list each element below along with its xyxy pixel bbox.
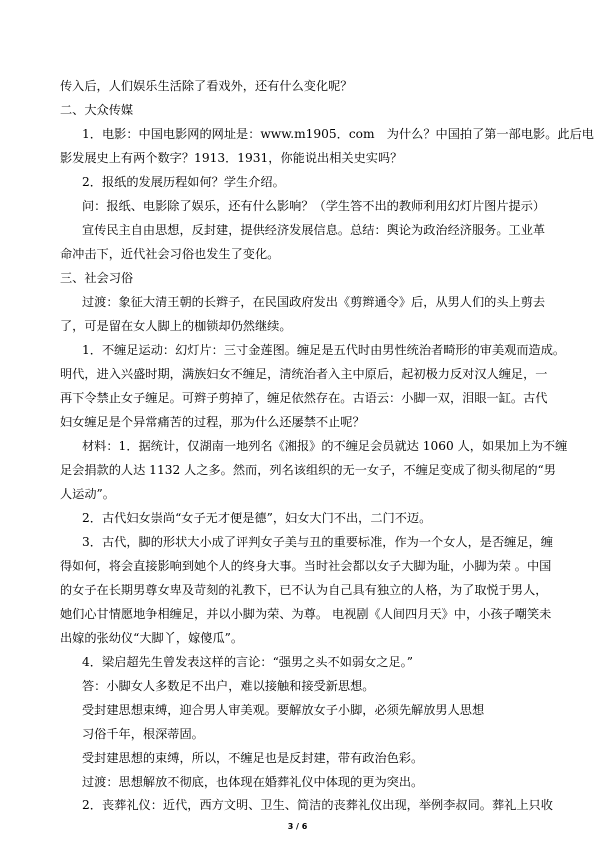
text-line: 2．丧葬礼仪：近代，西方文明、卫生、简洁的丧葬礼仪出现，举例李叔同。葬礼上只收 bbox=[82, 798, 553, 812]
text-line: 受封建思想的束缚，所以，不缠足也是反封建，带有政治色彩。 bbox=[82, 751, 424, 765]
text-line: 再下令禁止女子缠足。可辫子剪掉了，缠足依然存在。古语云：小脚一双，泪眼一缸。古代 bbox=[60, 391, 548, 405]
text-line: 她们心甘情愿地争相缠足，并以小脚为荣、为尊。 电视剧《人间四月天》中，小孩子嘲笑未 bbox=[60, 607, 552, 621]
text-line: 4．梁启超先生曾发表这样的言论：“强男之头不如弱女之足。” bbox=[82, 655, 413, 669]
text-line: 影发展史上有两个数字？1913．1931，你能说出相关史实吗？ bbox=[60, 151, 403, 165]
text-line: 材料：1．据统计，仅湖南一地列名《湘报》的不缠足会员就达 1060 人，如果加上为不缠 bbox=[82, 439, 568, 453]
text-line: 出嫁的张幼仪“大脚丫，嫁傻瓜”。 bbox=[60, 631, 244, 645]
text-line: 足会捐款的人达 1132 人之多。然而，列名该组织的无一女子，不缠足变成了彻头彻尾的“男 bbox=[60, 463, 556, 477]
text-line: 2．报纸的发展历程如何？学生介绍。 bbox=[82, 175, 285, 189]
text-line: 受封建思想束缚，迎合男人审美观。要解放女子小脚，必须先解放男人思想 bbox=[82, 703, 485, 717]
section-heading-mass-media: 二、大众传媒 bbox=[60, 103, 134, 117]
text-line: 2．古代妇女崇尚“女子无才便是德”，妇女大门不出，二门不迈。 bbox=[82, 511, 432, 525]
section-heading-social-customs: 三、社会习俗 bbox=[60, 271, 134, 285]
text-line: 得如何，将会直接影响到她个人的终身大事。当时社会都以女子大脚为耻，小脚为荣 。中国 bbox=[60, 559, 552, 573]
text-line: 了，可是留在女人脚上的枷锁却仍然继续。 bbox=[60, 319, 292, 333]
text-line: 命冲击下，近代社会习俗也发生了变化。 bbox=[60, 247, 280, 261]
text-line: 习俗千年，根深蒂固。 bbox=[82, 727, 204, 741]
text-line: 的女子在长期男尊女卑及苛刻的礼教下，已不认为自己具有独立的人格，为了取悦于男人， bbox=[60, 583, 548, 597]
text-line: 1．不缠足运动：幻灯片：三寸金莲图。缠足是五代时由男性统治者畸形的审美观而造成。 bbox=[82, 343, 566, 357]
text-line: 传入后，人们娱乐生活除了看戏外，还有什么变化呢？ bbox=[60, 79, 353, 93]
text-line: 1．电影：中国电影网的网址是：www.m1905．com 为什么？中国拍了第一部电影。此后电 bbox=[82, 127, 594, 141]
text-line: 宣传民主自由思想，反封建，提供经济发展信息。总结：舆论为政治经济服务。工业革 bbox=[82, 223, 546, 237]
text-line: 3．古代，脚的形状大小成了评判女子美与丑的重要标准，作为一个女人，是否缠足，缠 bbox=[82, 535, 553, 549]
text-line: 人运动”。 bbox=[60, 487, 115, 501]
text-line: 过渡：思想解放不彻底，也体现在婚葬礼仪中体现的更为突出。 bbox=[82, 775, 424, 789]
text-line: 过渡：象征大清王朝的长辫子，在民国政府发出《剪辫通令》后，从男人们的头上剪去 bbox=[82, 295, 546, 309]
text-line: 问：报纸、电影除了娱乐，还有什么影响？（学生答不出的教师利用幻灯片图片提示） bbox=[82, 199, 546, 213]
text-line: 答：小脚女人多数足不出户，难以接触和接受新思想。 bbox=[82, 679, 375, 693]
page-number: 3 / 6 bbox=[287, 822, 308, 831]
text-line: 妇女缠足是个异常痛苦的过程，那为什么还屡禁不止呢？ bbox=[60, 415, 365, 429]
text-line: 明代，进入兴盛时期，满族妇女不缠足，清统治者入主中原后，起初极力反对汉人缠足，一 bbox=[60, 367, 548, 381]
